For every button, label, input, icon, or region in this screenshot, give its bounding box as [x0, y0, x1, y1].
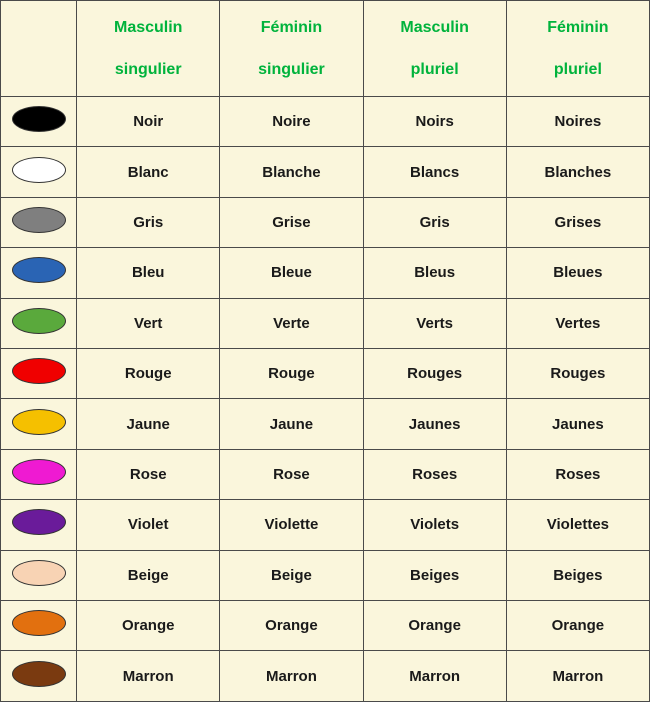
cell-masculin-pluriel: Gris [363, 197, 506, 247]
cell-feminin-singulier: Beige [220, 550, 363, 600]
noir-swatch [12, 106, 66, 132]
cell-feminin-pluriel: Noires [506, 97, 649, 147]
cell-masculin-pluriel: Beiges [363, 550, 506, 600]
cell-feminin-singulier: Bleue [220, 248, 363, 298]
color-swatch-cell [1, 349, 77, 399]
cell-masculin-pluriel: Violets [363, 500, 506, 550]
table-row [1, 248, 650, 298]
cell-feminin-singulier: Grise [220, 197, 363, 247]
beige-swatch [12, 560, 66, 586]
color-swatch-cell [1, 197, 77, 247]
color-swatch-cell [1, 248, 77, 298]
table-row [1, 601, 650, 651]
cell-feminin-singulier: Rouge [220, 349, 363, 399]
cell-feminin-singulier: Verte [220, 298, 363, 348]
cell-feminin-singulier: Orange [220, 601, 363, 651]
header-line-1: Féminin [547, 18, 609, 36]
jaune-swatch [12, 409, 66, 435]
header-line-2: singulier [258, 60, 325, 78]
table-row [1, 147, 650, 197]
cell-feminin-pluriel: Roses [506, 449, 649, 499]
cell-feminin-pluriel: Jaunes [506, 399, 649, 449]
color-swatch-cell [1, 601, 77, 651]
header-corner-cell [1, 1, 77, 97]
color-swatch-cell [1, 550, 77, 600]
rouge-swatch [12, 358, 66, 384]
header-line-2: pluriel [553, 60, 602, 78]
vert-swatch [12, 308, 66, 334]
color-swatch-cell [1, 298, 77, 348]
cell-feminin-singulier: Jaune [220, 399, 363, 449]
bleu-swatch [12, 257, 66, 283]
cell-feminin-singulier: Noire [220, 97, 363, 147]
cell-masculin-pluriel: Jaunes [363, 399, 506, 449]
cell-masculin-singulier: Blanc [77, 147, 220, 197]
color-swatch-cell [1, 97, 77, 147]
table-row [1, 197, 650, 247]
cell-masculin-pluriel: Roses [363, 449, 506, 499]
color-swatch-cell [1, 449, 77, 499]
cell-masculin-singulier: Vert [77, 298, 220, 348]
cell-masculin-singulier: Gris [77, 197, 220, 247]
cell-feminin-pluriel: Violettes [506, 500, 649, 550]
cell-masculin-pluriel: Orange [363, 601, 506, 651]
header-line-1: Féminin [260, 18, 323, 36]
cell-masculin-singulier: Orange [77, 601, 220, 651]
cell-feminin-pluriel: Blanches [506, 147, 649, 197]
header-masculin-singulier [77, 1, 220, 97]
cell-feminin-pluriel: Grises [506, 197, 649, 247]
table-row [1, 349, 650, 399]
table-row [1, 550, 650, 600]
marron-swatch [12, 661, 66, 687]
cell-masculin-pluriel: Noirs [363, 97, 506, 147]
cell-masculin-singulier: Jaune [77, 399, 220, 449]
table-row [1, 500, 650, 550]
cell-feminin-pluriel: Orange [506, 601, 649, 651]
cell-masculin-singulier: Bleu [77, 248, 220, 298]
cell-masculin-singulier: Rouge [77, 349, 220, 399]
cell-feminin-pluriel: Vertes [506, 298, 649, 348]
violet-swatch [12, 509, 66, 535]
header-feminin-pluriel [506, 1, 649, 97]
cell-feminin-singulier: Rose [220, 449, 363, 499]
rose-swatch [12, 459, 66, 485]
cell-feminin-pluriel: Beiges [506, 550, 649, 600]
table-row [1, 399, 650, 449]
color-swatch-cell [1, 500, 77, 550]
cell-feminin-singulier: Blanche [220, 147, 363, 197]
blanc-swatch [12, 157, 66, 183]
cell-feminin-singulier: Marron [220, 651, 363, 702]
header-row [1, 1, 650, 97]
cell-masculin-singulier: Beige [77, 550, 220, 600]
header-feminin-singulier [220, 1, 363, 97]
table-row [1, 651, 650, 702]
cell-feminin-pluriel: Marron [506, 651, 649, 702]
cell-masculin-singulier: Noir [77, 97, 220, 147]
cell-feminin-singulier: Violette [220, 500, 363, 550]
orange-swatch [12, 610, 66, 636]
color-swatch-cell [1, 147, 77, 197]
table-row [1, 97, 650, 147]
color-swatch-cell [1, 651, 77, 702]
cell-masculin-pluriel: Rouges [363, 349, 506, 399]
gris-swatch [12, 207, 66, 233]
cell-feminin-pluriel: Rouges [506, 349, 649, 399]
table-header [1, 1, 650, 97]
table-row [1, 449, 650, 499]
header-masculin-pluriel [363, 1, 506, 97]
header-line-1: Masculin [113, 18, 183, 36]
cell-feminin-pluriel: Bleues [506, 248, 649, 298]
cell-masculin-singulier: Violet [77, 500, 220, 550]
cell-masculin-singulier: Marron [77, 651, 220, 702]
cell-masculin-singulier: Rose [77, 449, 220, 499]
header-line-2: pluriel [410, 60, 459, 78]
table-body [1, 97, 650, 702]
table-row [1, 298, 650, 348]
cell-masculin-pluriel: Bleus [363, 248, 506, 298]
cell-masculin-pluriel: Marron [363, 651, 506, 702]
cell-masculin-pluriel: Blancs [363, 147, 506, 197]
header-line-1: Masculin [400, 18, 469, 36]
cell-masculin-pluriel: Verts [363, 298, 506, 348]
color-swatch-cell [1, 399, 77, 449]
header-line-2: singulier [114, 60, 182, 78]
